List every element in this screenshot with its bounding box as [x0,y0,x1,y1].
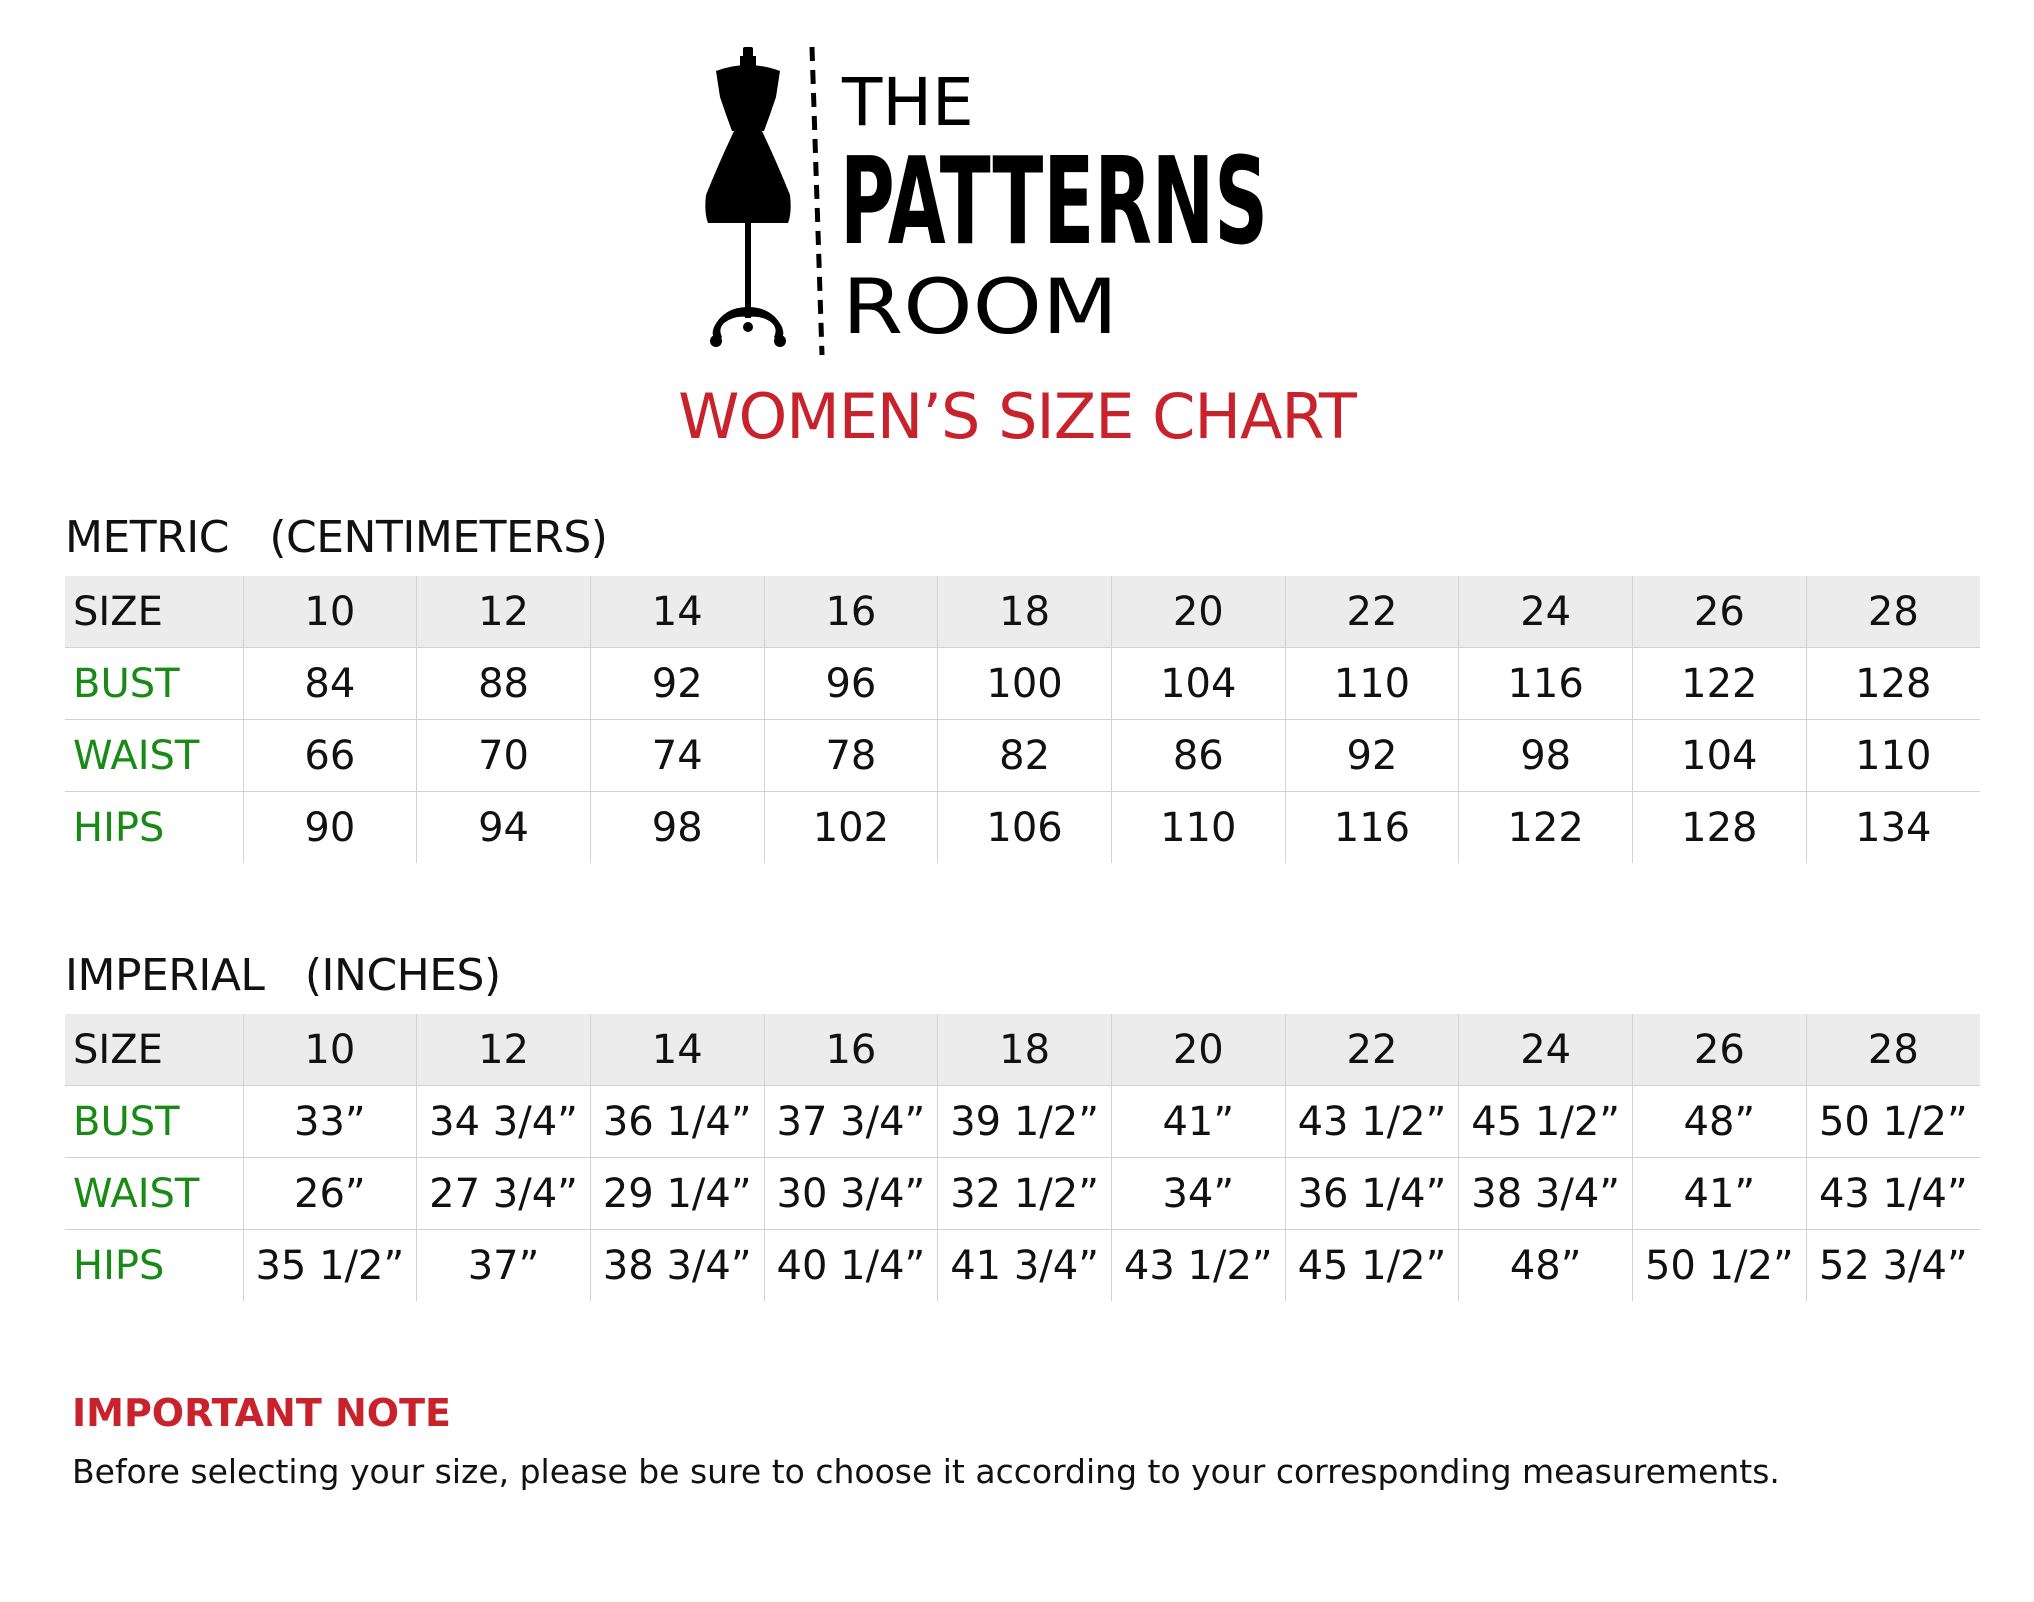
imperial-size-table [65,1014,1980,1301]
size-header-cell: 22 [1285,576,1459,648]
size-header-label: SIZE [65,576,243,648]
measurement-cell: 45 1/2” [1459,1086,1633,1158]
measurement-cell: 48” [1633,1086,1807,1158]
size-header-cell: 22 [1285,1014,1459,1086]
size-header-cell: 10 [243,576,417,648]
table-row [65,792,1980,864]
size-header-cell: 12 [417,576,591,648]
measurement-label: WAIST [65,1158,243,1230]
measurement-cell: 100 [938,648,1112,720]
brand-line-the: THE [842,64,974,141]
measurement-cell: 34” [1111,1158,1285,1230]
table-row [65,720,1980,792]
measurement-cell: 34 3/4” [417,1086,591,1158]
measurement-cell: 106 [938,792,1112,864]
measurement-cell: 116 [1285,792,1459,864]
measurement-cell: 29 1/4” [590,1158,764,1230]
measurement-cell: 92 [1285,720,1459,792]
measurement-cell: 98 [1459,720,1633,792]
measurement-cell: 66 [243,720,417,792]
measurement-cell: 37 3/4” [764,1086,938,1158]
metric-section-label: METRIC (CENTIMETERS) [65,512,608,563]
measurement-cell: 30 3/4” [764,1158,938,1230]
brand-line-room: ROOM [842,262,1118,351]
size-header-cell: 16 [764,576,938,648]
measurement-cell: 37” [417,1230,591,1302]
table-header-row [65,576,1980,648]
measurement-cell: 41 3/4” [938,1230,1112,1302]
dress-form-icon [705,47,790,347]
measurement-cell: 70 [417,720,591,792]
table-row [65,1086,1980,1158]
measurement-cell: 128 [1633,792,1807,864]
size-header-cell: 12 [417,1014,591,1086]
size-header-cell: 14 [590,576,764,648]
measurement-cell: 110 [1111,792,1285,864]
measurement-cell: 41” [1633,1158,1807,1230]
note-text: Before selecting your size, please be sure to choose it according to your corresponding measurements. [72,1452,1780,1491]
measurement-cell: 110 [1806,720,1980,792]
measurement-cell: 32 1/2” [938,1158,1112,1230]
measurement-cell: 78 [764,720,938,792]
measurement-cell: 74 [590,720,764,792]
table-header-row [65,1014,1980,1086]
measurement-cell: 45 1/2” [1285,1230,1459,1302]
measurement-cell: 43 1/2” [1111,1230,1285,1302]
measurement-cell: 84 [243,648,417,720]
measurement-cell: 36 1/4” [590,1086,764,1158]
measurement-cell: 43 1/2” [1285,1086,1459,1158]
measurement-cell: 122 [1459,792,1633,864]
measurement-cell: 94 [417,792,591,864]
size-header-cell: 20 [1111,576,1285,648]
brand-line-patterns: PATTERNS [840,133,1268,272]
measurement-label: BUST [65,1086,243,1158]
measurement-cell: 27 3/4” [417,1158,591,1230]
page-title: WOMEN’S SIZE CHART [678,380,1356,453]
measurement-cell: 128 [1806,648,1980,720]
measurement-cell: 102 [764,792,938,864]
measurement-cell: 50 1/2” [1806,1086,1980,1158]
measurement-cell: 40 1/4” [764,1230,938,1302]
size-header-cell: 18 [938,576,1112,648]
measurement-label: BUST [65,648,243,720]
measurement-cell: 86 [1111,720,1285,792]
table-row [65,648,1980,720]
measurement-label: HIPS [73,1242,165,1289]
note-title: IMPORTANT NOTE [72,1391,451,1435]
measurement-cell: 134 [1806,792,1980,864]
measurement-cell: 82 [938,720,1112,792]
size-header-cell: 28 [1806,1014,1980,1086]
measurement-cell: 33” [243,1086,417,1158]
measurement-cell: 36 1/4” [1285,1158,1459,1230]
size-header-cell: 24 [1459,576,1633,648]
measurement-cell: 38 3/4” [1459,1158,1633,1230]
table-row [65,1158,1980,1230]
measurement-cell: 90 [243,792,417,864]
measurement-cell: 122 [1633,648,1807,720]
size-header-cell: 26 [1633,576,1807,648]
size-header-cell: 26 [1633,1014,1807,1086]
brand-logo [700,45,1280,365]
measurement-cell: 38 3/4” [590,1230,764,1302]
size-header-cell: 10 [243,1014,417,1086]
measurement-cell: 39 1/2” [938,1086,1112,1158]
size-header-label: SIZE [65,1014,243,1086]
measurement-cell: 104 [1111,648,1285,720]
measurement-cell: 104 [1633,720,1807,792]
measurement-cell: 88 [417,648,591,720]
metric-size-table [65,576,1980,863]
measurement-label: HIPS [73,804,165,851]
table-row [65,1230,1980,1302]
measurement-cell: 92 [590,648,764,720]
size-header-cell: 18 [938,1014,1112,1086]
measurement-cell: 43 1/4” [1806,1158,1980,1230]
imperial-section-label: IMPERIAL (INCHES) [65,950,501,1001]
measurement-cell: 116 [1459,648,1633,720]
size-header-cell: 28 [1806,576,1980,648]
measurement-cell: 41” [1111,1086,1285,1158]
dashed-line [812,47,822,355]
measurement-cell: 50 1/2” [1633,1230,1807,1302]
measurement-cell: 35 1/2” [243,1230,417,1302]
size-header-cell: 16 [764,1014,938,1086]
measurement-cell: 98 [590,792,764,864]
size-header-cell: 14 [590,1014,764,1086]
measurement-cell: 110 [1285,648,1459,720]
measurement-cell: 96 [764,648,938,720]
measurement-label: WAIST [65,720,243,792]
measurement-cell: 52 3/4” [1806,1230,1980,1302]
measurement-cell: 26” [243,1158,417,1230]
measurement-cell: 48” [1459,1230,1633,1302]
size-header-cell: 20 [1111,1014,1285,1086]
size-header-cell: 24 [1459,1014,1633,1086]
